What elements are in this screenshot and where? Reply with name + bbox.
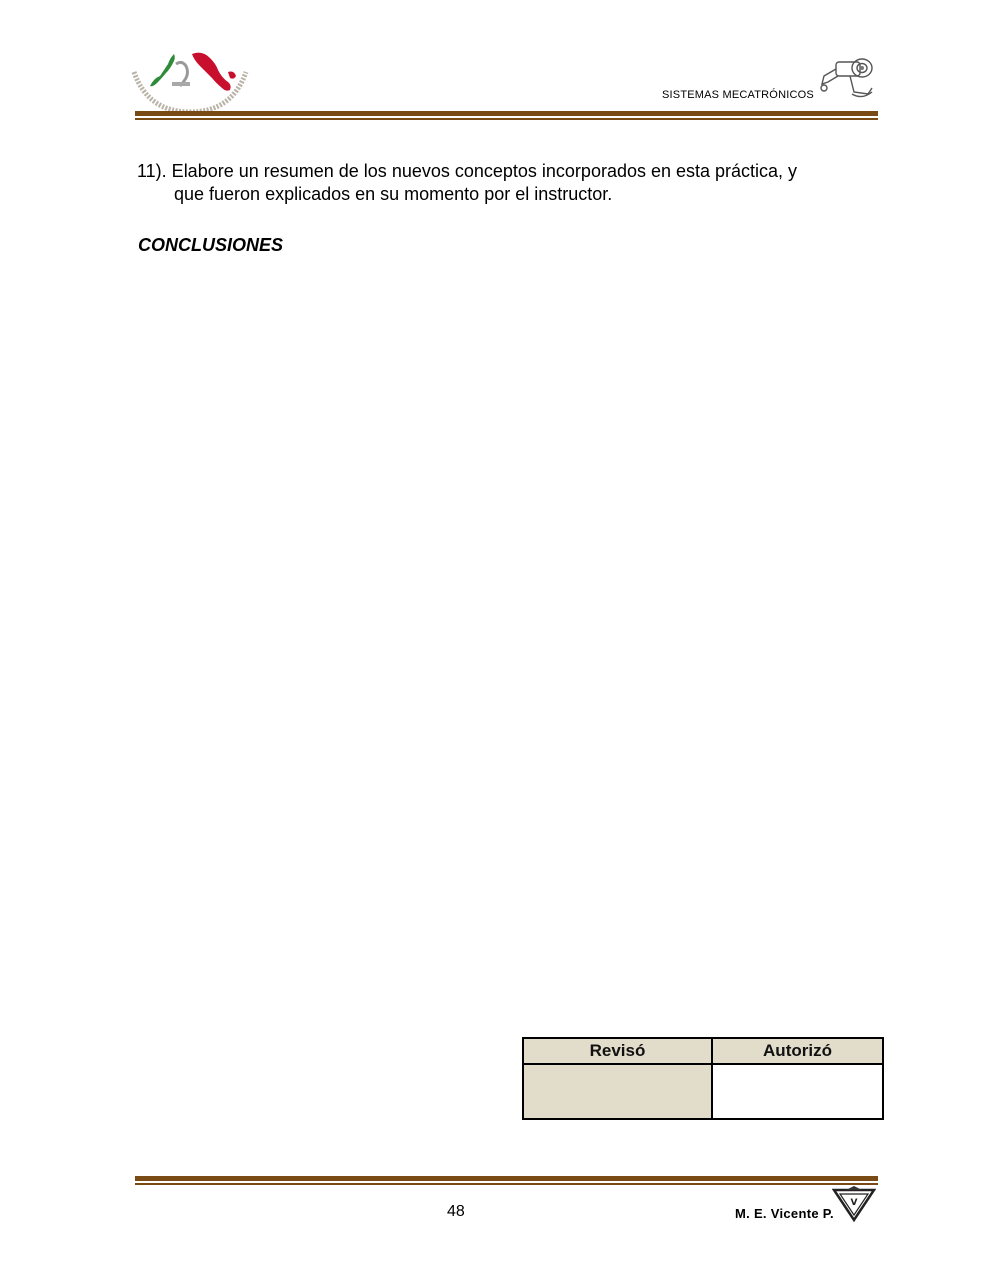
mechatronic-device-icon (818, 50, 878, 102)
header-title: SISTEMAS MECATRÓNICOS (662, 89, 814, 101)
conclusions-heading: CONCLUSIONES (138, 235, 284, 255)
authorized-signature-cell (713, 1065, 882, 1118)
header-rule-thin (135, 118, 878, 120)
item-11-line-2: que fueron explicados en su momento por el instructor. (174, 184, 613, 204)
header-rule-thick (135, 111, 878, 116)
footer-author: M. E. Vicente P. (735, 1206, 834, 1221)
mexico-map-logo-icon (128, 42, 252, 114)
reviewed-header: Revisó (524, 1039, 713, 1065)
triangle-emblem-icon (832, 1186, 876, 1222)
item-11-line-1: 11). Elabore un resumen de los nuevos conceptos incorporados en esta práctica, y (137, 161, 798, 181)
footer-rule-thick (135, 1176, 878, 1181)
reviewed-signature-cell (524, 1065, 713, 1118)
footer-rule-thin (135, 1183, 878, 1185)
authorized-header: Autorizó (713, 1039, 882, 1065)
signature-table (522, 1037, 884, 1120)
svg-text:V: V (850, 1198, 858, 1208)
page-number: 48 (447, 1203, 465, 1220)
